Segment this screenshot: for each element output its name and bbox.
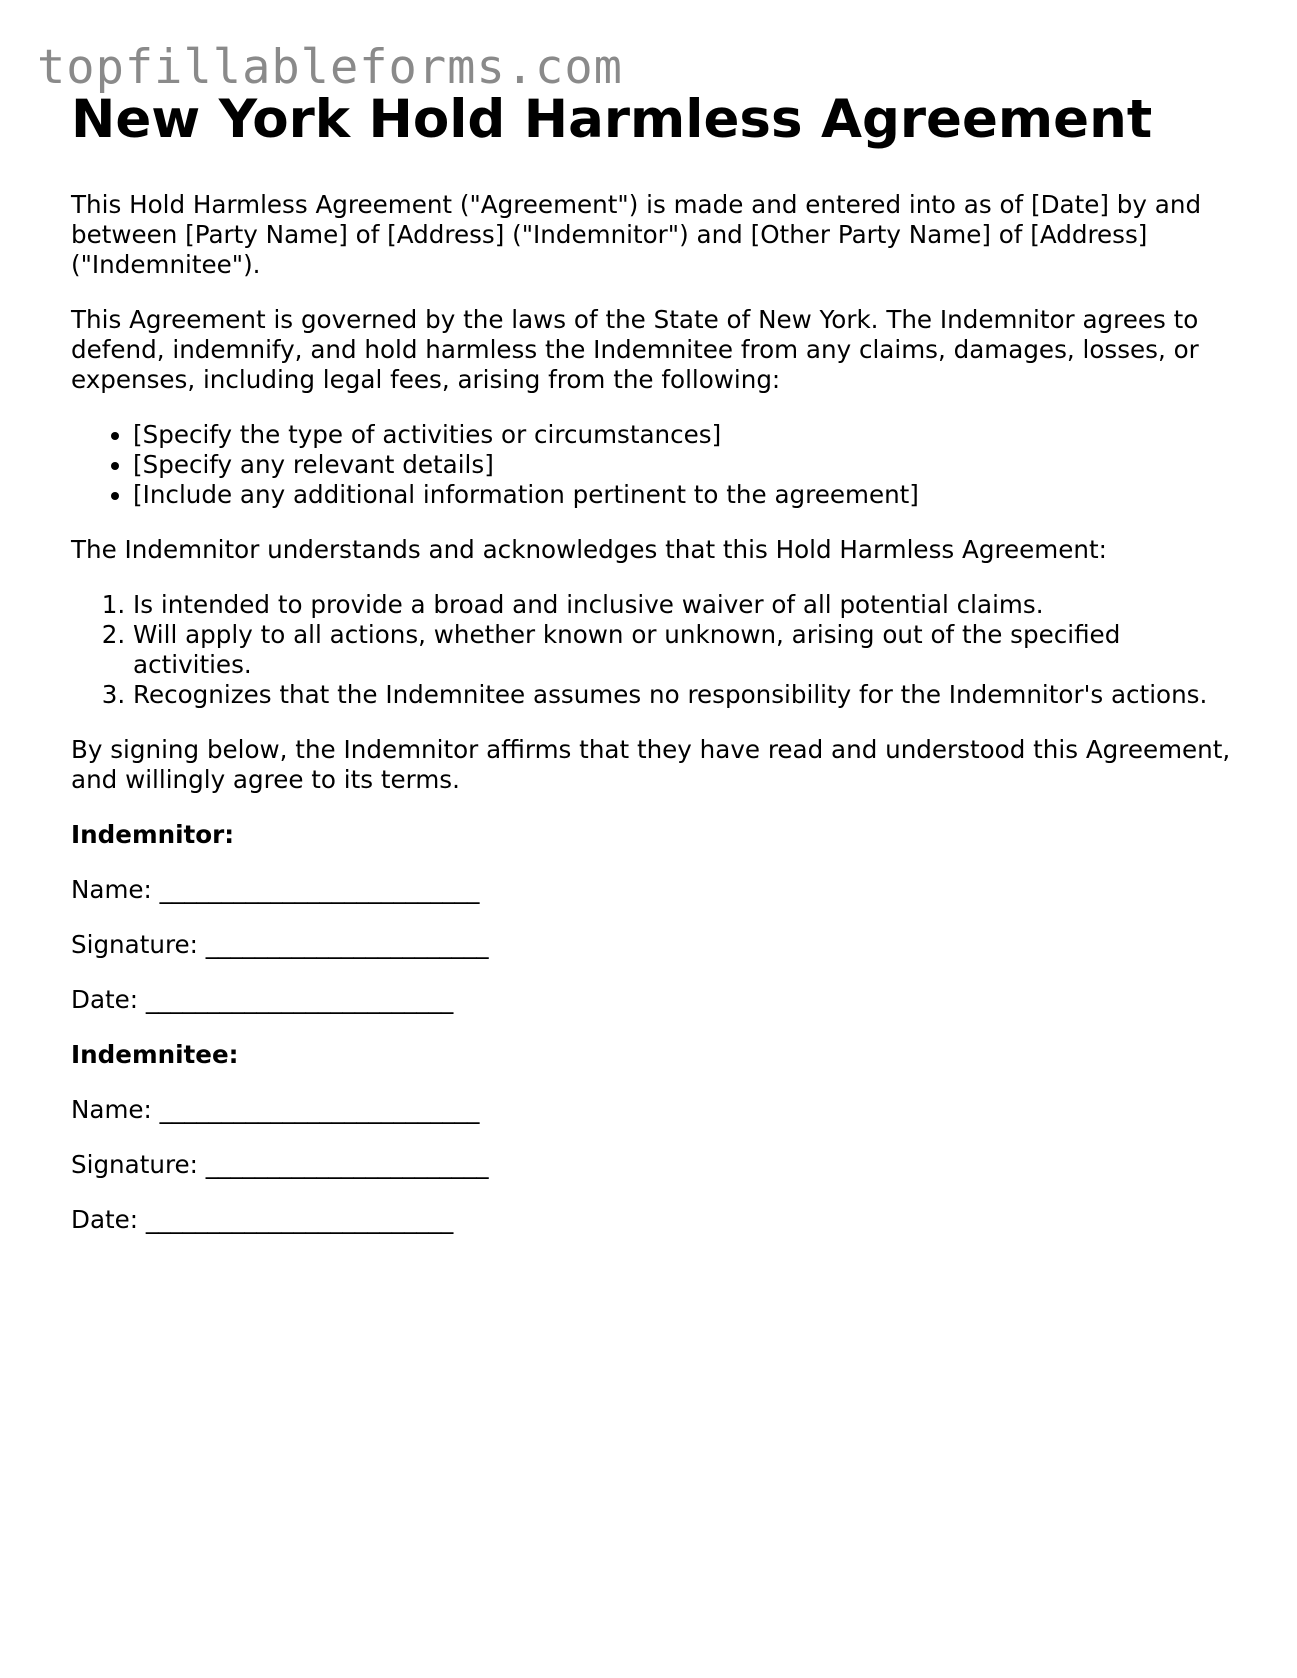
indemnitee-signature-field[interactable]: Signature: _______________________ <box>71 1150 489 1179</box>
activities-list <box>71 420 1231 510</box>
watermark: topfillableforms.com <box>37 40 623 95</box>
indemnitor-heading: Indemnitor: <box>71 820 235 849</box>
acknowledge-intro: The Indemnitor understands and acknowledges that this Hold Harmless Agreement: <box>71 535 1107 564</box>
list-item: 2. Will apply to all actions, whether known or unknown, arising out of the specified activities. <box>133 620 1231 680</box>
intro-paragraph: This Hold Harmless Agreement ("Agreement") is made and entered into as of [Date] by and between [Party Name] of [Address] ("Indemnitor") and [Other Party Name] of [Address] ("Indemnitee"). <box>71 190 1202 279</box>
indemnitee-heading: Indemnitee: <box>71 1040 239 1069</box>
acknowledgements-list <box>71 590 1231 710</box>
list-item: 1. Is intended to provide a broad and inclusive waiver of all potential claims. <box>133 590 1231 620</box>
indemnitor-signature-field[interactable]: Signature: _______________________ <box>71 930 489 959</box>
affirmation-paragraph: By signing below, the Indemnitor affirms that they have read and understood this Agreement, and willingly agree to its terms. <box>71 735 1231 794</box>
list-item: • [Include any additional information pertinent to the agreement] <box>133 480 1231 510</box>
indemnitee-name-field[interactable]: Name: __________________________ <box>71 1095 480 1124</box>
indemnitor-date-field[interactable]: Date: _________________________ <box>71 985 454 1014</box>
document-title: New York Hold Harmless Agreement <box>71 89 1153 150</box>
document-page <box>71 88 1231 1260</box>
indemnitor-name-field[interactable]: Name: __________________________ <box>71 875 480 904</box>
list-item: • [Specify any relevant details] <box>133 450 1231 480</box>
list-item: 3. Recognizes that the Indemnitee assumes no responsibility for the Indemnitor's actions. <box>133 680 1231 710</box>
list-item: • [Specify the type of activities or circumstances] <box>133 420 1231 450</box>
indemnitee-date-field[interactable]: Date: _________________________ <box>71 1205 454 1234</box>
governing-paragraph: This Agreement is governed by the laws of the State of New York. The Indemnitor agrees to defend, indemnify, and hold harmless the Indemnitee from any claims, damages, losses, or expenses, including legal fees, arising from the following: <box>71 305 1199 394</box>
